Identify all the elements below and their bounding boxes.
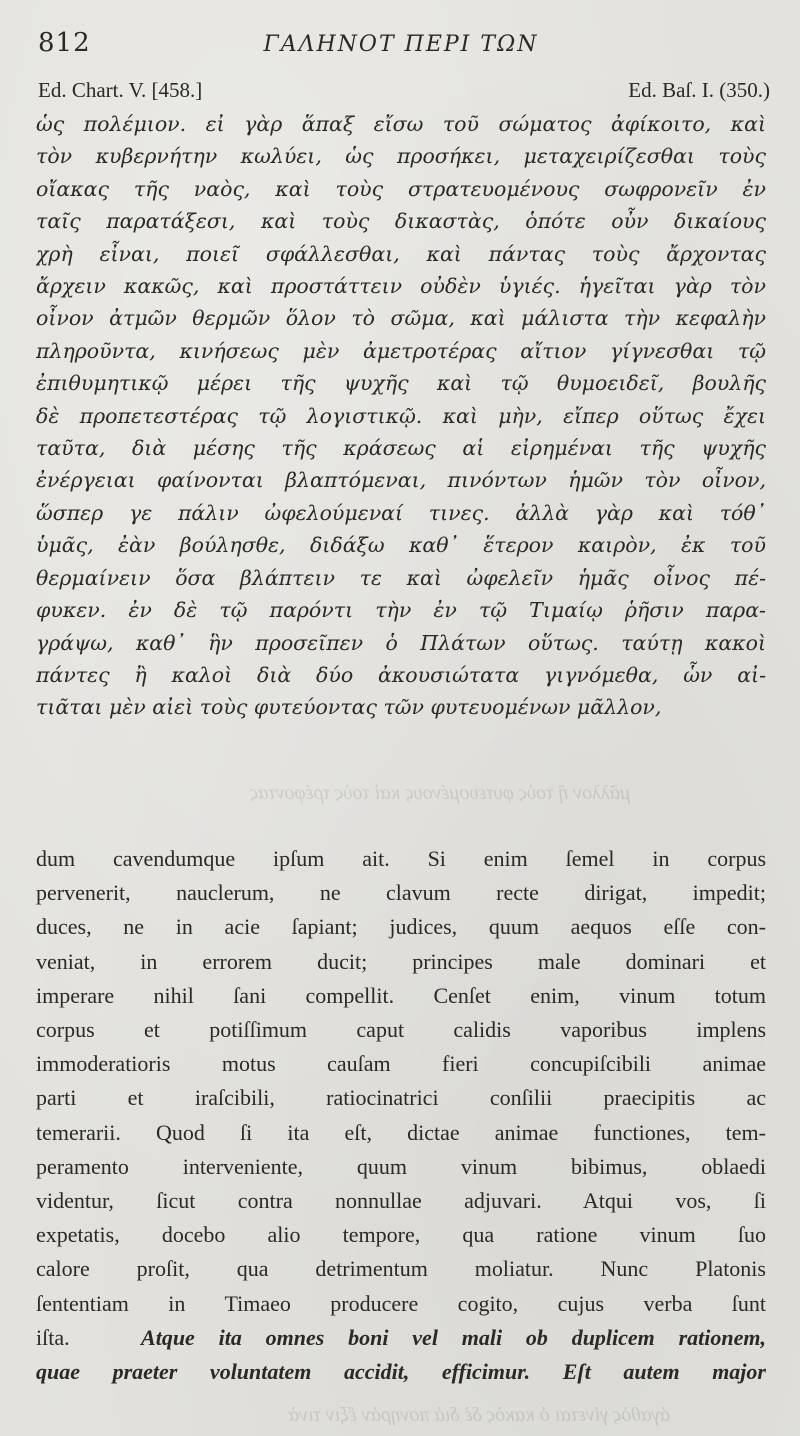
greek-line: γράψω, καθ᾽ ἣν προσεῖπεν ὁ Πλάτων οὕτως. ταύτῃ κακοὶ [36, 630, 766, 655]
greek-line: τὸν κυβερνήτην κωλύει, ὡς προσήκει, μεταχειρίζεσθαι τοὺς [36, 144, 766, 169]
greek-line: χρὴ εἶναι, ποιεῖ σφάλλεσθαι, καὶ πάντας τοὺς ἄρχοντας [36, 241, 766, 266]
latin-line: veniat, in errorem ducit; principes male dominari et [36, 948, 766, 974]
platonic-quote-start: Atque ita omnes boni vel mali ob duplicem rationem, [141, 1324, 766, 1350]
latin-line: videntur, ſicut contra nonnullae adjuvari. Atqui vos, ſi [36, 1188, 766, 1214]
greek-line: δὲ προπετεστέρας τῷ λογιστικῷ. καὶ μὴν, εἴπερ οὕτως ἔχει [36, 403, 766, 428]
greek-line: ὡς πολέμιον. εἰ γὰρ ἅπαξ εἴσω τοῦ σώματος ἀφίκοιτο, καὶ [36, 112, 766, 136]
greek-line: ὑμᾶς, ἐὰν βούλησθε, διδάξω καθ᾽ ἕτερον καιρὸν, ἐκ τοῦ [36, 533, 766, 558]
greek-line: πάντες ἢ καλοὶ διὰ δύο ἀκουσιώτατα γιγνόμεθα, ὧν αἰ- [36, 662, 766, 687]
greek-line: πληροῦντα, κινήσεως μὲν ἀμετροτέρας αἴτιον γίγνεσθαι τῷ [36, 338, 766, 363]
latin-line: ſententiam in Timaeo producere cogito, cujus verba ſunt [36, 1290, 766, 1316]
latin-line: peramento interveniente, quum vinum bibimus, oblaedi [36, 1153, 766, 1179]
latin-roman-fragment: iſta. [36, 1324, 70, 1350]
greek-line: οἶνον ἀτμῶν θερμῶν ὅλον τὸ σῶμα, καὶ μάλιστα τὴν κεφαλὴν [36, 306, 766, 331]
edition-reference-basel: Ed. Baſ. I. (350.) [628, 78, 770, 102]
latin-line: corpus et potiſſimum caput calidis vaporibus implens [36, 1017, 766, 1043]
greek-line: θερμαίνειν ὅσα βλάπτειν τε καὶ ὠφελεῖν ἡμᾶς οἶνος πέ- [36, 565, 766, 590]
greek-text-block [36, 108, 766, 724]
latin-text-block [36, 842, 766, 1389]
latin-line: imperare nihil ſani compellit. Cenſet enim, vinum totum [36, 982, 766, 1008]
latin-line: duces, ne in acie ſapiant; judices, quum aequos eſſe con- [36, 914, 766, 940]
latin-line: parti et iraſcibili, ratiocinatrici conſilii praecipitis ac [36, 1085, 766, 1111]
greek-line: τιᾶται μὲν αἰεὶ τοὺς φυτεύοντας τῶν φυτευομένων μᾶλλον, [36, 695, 662, 720]
greek-line: ταῦτα, διὰ μέσης τῆς κράσεως αἱ εἰρημέναι τῆς ψυχῆς [36, 436, 766, 461]
latin-line-quote-start [36, 1321, 766, 1355]
running-title: ΓΑΛΗΝΟΤ ΠΕΡΙ ΤΩΝ [263, 32, 539, 57]
edition-reference-chartier: Ed. Chart. V. [458.] [38, 78, 203, 102]
latin-line: calore proſit, qua detrimentum moliatur. Nunc Platonis [36, 1256, 766, 1282]
greek-line: ἐπιθυμητικῷ μέρει τῆς ψυχῆς καὶ τῷ θυμοειδεῖ, βουλῆς [36, 371, 766, 396]
greek-line: φυκεν. ἐν δὲ τῷ παρόντι τὴν ἐν τῷ Τιμαίῳ ῥῆσιν παρα- [36, 598, 766, 623]
greek-line: ἄρχειν κακῶς, καὶ προστάττειν οὐδὲν ὑγιές. ἡγεῖται γὰρ τὸν [36, 274, 766, 299]
edition-reference-line [38, 78, 770, 108]
greek-line: ἐνέργειαι φαίνονται βλαπτόμεναι, πινόντων ἡμῶν τὸν οἶνον, [36, 468, 766, 493]
latin-line: pervenerit, nauclerum, ne clavum recte dirigat, impedit; [36, 880, 766, 906]
latin-line: dum cavendumque ipſum ait. Si enim ſemel in corpus [36, 846, 766, 871]
latin-line: immoderatioris motus cauſam fieri concupiſcibili animae [36, 1051, 766, 1077]
page-number: 812 [38, 28, 91, 58]
greek-line: ὥσπερ γε πάλιν ὠφελούμεναί τινες. ἀλλὰ γὰρ καὶ τόθ᾽ [36, 500, 766, 525]
latin-line-quote: quae praeter voluntatem accidit, efficimur. Eſt autem major [36, 1359, 766, 1385]
show-through-text-bottom: ἀγαθὸς γίνεται ὁ κακὸς δὲ διὰ πονηρὰν ἕξιν τινὰ [288, 1404, 670, 1426]
show-through-text: μᾶλλον ἢ τοὺς φυτευομένους καὶ τοὺς τρέφοντας [249, 782, 630, 804]
greek-line: ταῖς παρατάξεσι, καὶ τοὺς δικαστὰς, ὁπότε οὖν δικαίους [36, 209, 766, 234]
latin-line: expetatis, docebo alio tempore, qua ratione vinum ſuo [36, 1222, 766, 1248]
page-header [38, 26, 764, 66]
greek-line: οἴακας τῆς ναὸς, καὶ τοὺς στρατευομένους σωφρονεῖν ἐν [36, 176, 766, 201]
latin-line: temerarii. Quod ſi ita eſt, dictae animae functiones, tem- [36, 1119, 766, 1145]
